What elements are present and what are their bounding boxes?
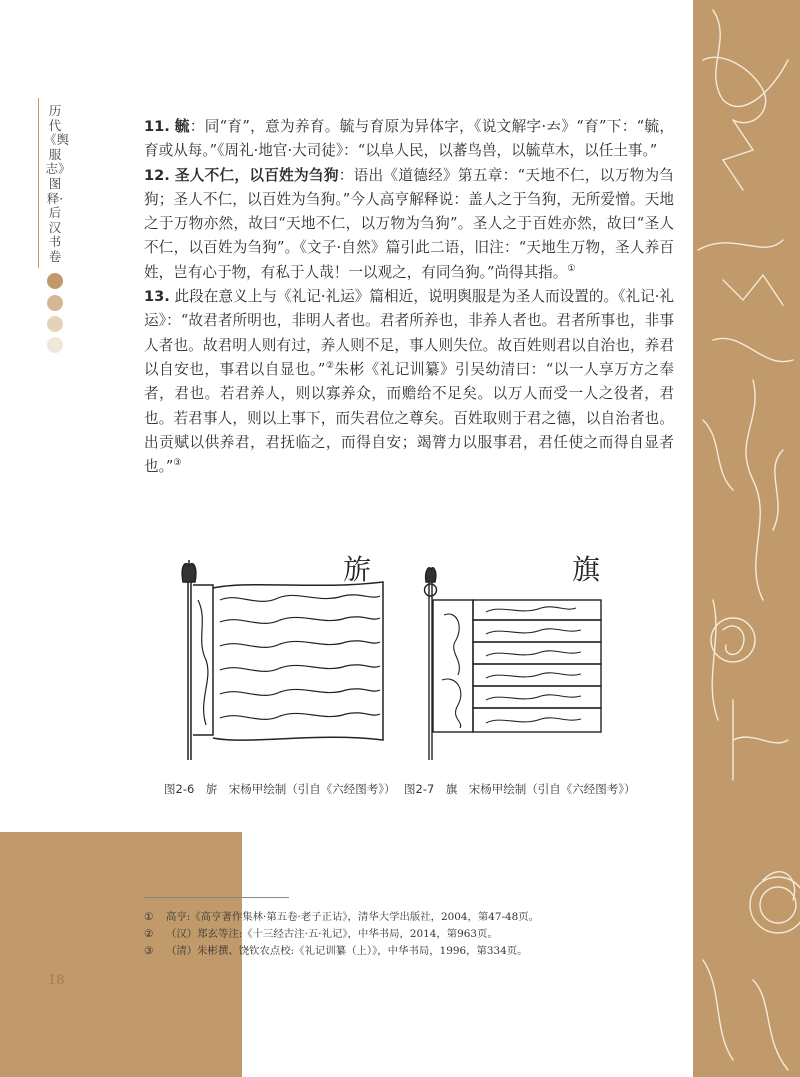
- note-text: ：语出《道德经》第五章：“天地不仁，以万物为刍狗；圣人不仁，以百姓为刍狗。”今人高亨解释说：盖人之于刍狗，无所爱憎。天地之于万物亦然，故曰“天地不仁，以万物为刍狗”。圣人之于百姓亦然，故曰“圣人不仁，以百姓为刍狗”。《文子·自然》篇引此二语，旧注：“天地生万物，圣人养百姓，岂有心于物，有私于人哉！一以观之，有同刍狗。”尚得其指。: [144, 166, 674, 281]
- footnote-rule: [144, 897, 289, 898]
- figure-character: 旗: [572, 553, 601, 586]
- footnote-ref: ②: [325, 361, 335, 372]
- banner-illustration-1: [168, 560, 398, 765]
- running-head-dot: [47, 295, 63, 311]
- note-paragraph: [144, 285, 674, 479]
- figure-caption: 图2-6 旂 宋杨甲绘制（引自《六经图考》）: [164, 782, 396, 796]
- note-headword: 毓: [174, 118, 190, 135]
- note-number: 11.: [144, 118, 170, 135]
- note-number: 12.: [144, 166, 170, 184]
- running-head-dot: [47, 273, 63, 289]
- banner-illustration-2: [416, 560, 616, 765]
- footnote-ref: ①: [567, 263, 576, 274]
- footnote: [144, 943, 684, 960]
- main-text: [144, 115, 674, 479]
- footnote: [144, 926, 684, 943]
- footnote-text: 高亨:《高亨著作集林·第五卷·老子正诂》，清华大学出版社，2004，第47-48页。: [166, 911, 540, 923]
- decorative-side-band: [693, 0, 800, 1077]
- footnote-ref: ③: [173, 458, 182, 469]
- footnote: [144, 909, 684, 926]
- note-text: 此段在意义上与《礼记·礼运》篇相近，说明舆服是为圣人而设置的。《礼记·礼运》：“故君者所明也，非明人者也。君者所养也，非养人者也。君者所事也，非事人者也。故君明人则有过，养人则不足，事人则失位。故百姓则君以自治也，养君以自安也，事君以自显也。”: [144, 288, 675, 378]
- note-text: 朱彬《礼记训纂》引吴幼清曰：“以一人享万方之奉者，君也。若君养人，则以寡养众，而赡给不足矣。以万人而受一人之役者，君也。若君事人，则以上事下，而失君位之尊矣。百姓取则于君之德，以自治者也。出贡赋以供养君，君抚临之，而得自安；竭膂力以服事君，君任使之而得自显者也。”: [144, 360, 674, 476]
- footnote-number: ②: [144, 928, 154, 940]
- note-headword: 圣人不仁，以百姓为刍狗: [174, 166, 339, 184]
- note-number: 13.: [144, 288, 170, 306]
- footnote-number: ③: [144, 945, 154, 957]
- figure-character: 旂: [343, 553, 372, 586]
- line-art-decoration: [693, 0, 800, 1077]
- footnote-number: ①: [144, 911, 154, 923]
- note-paragraph: [144, 115, 674, 164]
- page-number: 18: [48, 973, 65, 988]
- running-head-title: 历代《舆服志》图释·后汉书卷: [44, 103, 70, 264]
- footnote-text: （汉）郑玄等注:《十三经古注·五·礼记》，中华书局，2014，第963页。: [166, 928, 498, 940]
- running-head-dot: [47, 316, 63, 332]
- running-head-dot: [47, 337, 63, 353]
- running-head-rule: [38, 98, 39, 268]
- footnote-text: （清）朱彬撰、饶钦农点校:《礼记训纂（上）》，中华书局，1996，第334页。: [166, 945, 528, 957]
- note-text: ：同“育”，意为养育。毓与育原为异体字，《说文解字·𠫓》“育”下：“毓，育或从每。”《周礼·地官·大司徒》：“以阜人民，以蕃鸟兽，以毓草木，以任土事。”: [144, 118, 674, 160]
- note-paragraph: [144, 164, 674, 285]
- figure-caption: 图2-7 旗 宋杨甲绘制（引自《六经图考》）: [404, 782, 636, 796]
